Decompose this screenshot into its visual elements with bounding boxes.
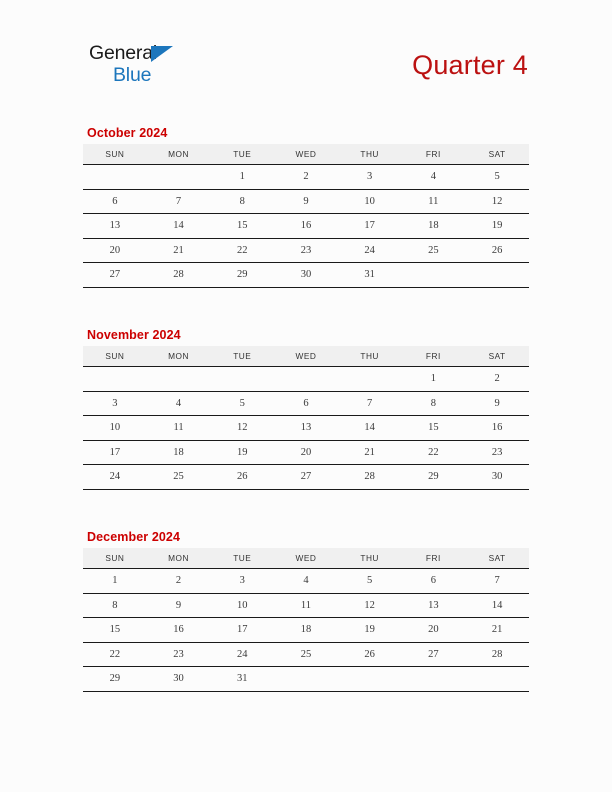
day-cell[interactable]: 10 <box>338 189 402 214</box>
weekday-header-thu: THU <box>338 346 402 367</box>
calendar-table-november <box>83 346 529 490</box>
day-cell[interactable]: 3 <box>338 165 402 190</box>
calendar-week-row <box>83 367 529 392</box>
day-cell[interactable] <box>465 667 529 692</box>
day-cell[interactable]: 25 <box>274 642 338 667</box>
calendar-table-october <box>83 144 529 288</box>
day-cell[interactable] <box>147 165 211 190</box>
day-cell[interactable]: 17 <box>210 618 274 643</box>
weekday-header-sun: SUN <box>83 548 147 569</box>
day-cell[interactable]: 9 <box>147 593 211 618</box>
day-cell[interactable]: 10 <box>83 416 147 441</box>
weekday-header-sat: SAT <box>465 548 529 569</box>
month-title: December 2024 <box>87 530 181 544</box>
day-cell[interactable]: 5 <box>465 165 529 190</box>
day-cell[interactable]: 16 <box>465 416 529 441</box>
page-title: Quarter 4 <box>412 50 528 80</box>
calendar-week-row <box>83 189 529 214</box>
day-cell[interactable]: 8 <box>210 189 274 214</box>
day-cell[interactable]: 20 <box>274 440 338 465</box>
day-cell[interactable]: 17 <box>83 440 147 465</box>
logo-text-general: General <box>89 42 157 64</box>
day-cell[interactable]: 7 <box>338 391 402 416</box>
day-cell[interactable]: 7 <box>147 189 211 214</box>
day-cell[interactable]: 18 <box>147 440 211 465</box>
day-cell[interactable]: 22 <box>210 238 274 263</box>
weekday-header-sun: SUN <box>83 346 147 367</box>
weekday-header-fri: FRI <box>402 346 466 367</box>
day-cell[interactable] <box>147 367 211 392</box>
day-cell[interactable]: 30 <box>274 263 338 288</box>
day-cell[interactable]: 1 <box>402 367 466 392</box>
day-cell[interactable]: 11 <box>402 189 466 214</box>
day-cell[interactable]: 30 <box>147 667 211 692</box>
weekday-header-tue: TUE <box>210 346 274 367</box>
general-blue-logo <box>89 42 209 92</box>
calendar-week-row <box>83 642 529 667</box>
day-cell[interactable]: 13 <box>402 593 466 618</box>
day-cell[interactable]: 25 <box>147 465 211 490</box>
day-cell[interactable]: 20 <box>83 238 147 263</box>
day-cell[interactable]: 10 <box>210 593 274 618</box>
day-cell[interactable]: 14 <box>465 593 529 618</box>
day-cell[interactable]: 27 <box>274 465 338 490</box>
day-cell[interactable]: 25 <box>402 238 466 263</box>
day-cell[interactable]: 8 <box>402 391 466 416</box>
calendar-week-row <box>83 391 529 416</box>
weekday-header-mon: MON <box>147 548 211 569</box>
day-cell[interactable]: 27 <box>402 642 466 667</box>
calendar-week-row <box>83 263 529 288</box>
day-cell[interactable]: 30 <box>465 465 529 490</box>
day-cell[interactable]: 2 <box>465 367 529 392</box>
day-cell[interactable] <box>465 263 529 288</box>
day-cell[interactable]: 3 <box>83 391 147 416</box>
day-cell[interactable]: 2 <box>147 569 211 594</box>
day-cell[interactable] <box>338 667 402 692</box>
day-cell[interactable]: 15 <box>402 416 466 441</box>
day-cell[interactable]: 31 <box>338 263 402 288</box>
day-cell[interactable]: 27 <box>83 263 147 288</box>
day-cell[interactable]: 18 <box>402 214 466 239</box>
day-cell[interactable]: 23 <box>147 642 211 667</box>
calendar-week-row <box>83 465 529 490</box>
day-cell[interactable]: 11 <box>274 593 338 618</box>
day-cell[interactable]: 2 <box>274 165 338 190</box>
day-cell[interactable]: 24 <box>338 238 402 263</box>
day-cell[interactable] <box>402 667 466 692</box>
day-cell[interactable] <box>338 367 402 392</box>
day-cell[interactable]: 24 <box>83 465 147 490</box>
day-cell[interactable]: 16 <box>147 618 211 643</box>
day-cell[interactable]: 14 <box>338 416 402 441</box>
weekday-header-sat: SAT <box>465 144 529 165</box>
day-cell[interactable]: 13 <box>274 416 338 441</box>
blue-triangle-icon <box>151 46 173 62</box>
calendar-week-row <box>83 618 529 643</box>
calendar-week-row <box>83 667 529 692</box>
day-cell[interactable]: 5 <box>210 391 274 416</box>
weekday-header-thu: THU <box>338 144 402 165</box>
day-cell[interactable]: 28 <box>147 263 211 288</box>
month-block-december <box>83 530 529 692</box>
day-cell[interactable]: 29 <box>83 667 147 692</box>
day-cell[interactable]: 4 <box>274 569 338 594</box>
day-cell[interactable]: 22 <box>83 642 147 667</box>
day-cell[interactable]: 21 <box>147 238 211 263</box>
day-cell[interactable]: 11 <box>147 416 211 441</box>
weekday-header-sat: SAT <box>465 346 529 367</box>
day-cell[interactable]: 28 <box>338 465 402 490</box>
page-header <box>0 0 612 118</box>
calendar-table-december <box>83 548 529 692</box>
day-cell[interactable] <box>274 667 338 692</box>
calendar-week-row <box>83 593 529 618</box>
calendar-week-row <box>83 238 529 263</box>
day-cell[interactable]: 19 <box>465 214 529 239</box>
day-cell[interactable]: 6 <box>274 391 338 416</box>
weekday-header-tue: TUE <box>210 144 274 165</box>
calendar-week-row <box>83 214 529 239</box>
day-cell[interactable]: 8 <box>83 593 147 618</box>
weekday-header-fri: FRI <box>402 548 466 569</box>
day-cell[interactable]: 22 <box>402 440 466 465</box>
day-cell[interactable]: 5 <box>338 569 402 594</box>
weekday-header-wed: WED <box>274 144 338 165</box>
day-cell[interactable] <box>402 263 466 288</box>
day-cell[interactable] <box>83 165 147 190</box>
day-cell[interactable]: 15 <box>83 618 147 643</box>
day-cell[interactable]: 19 <box>210 440 274 465</box>
month-title: October 2024 <box>87 126 168 140</box>
day-cell[interactable]: 31 <box>210 667 274 692</box>
day-cell[interactable]: 9 <box>274 189 338 214</box>
calendar-week-row <box>83 440 529 465</box>
weekday-header-row <box>83 144 529 165</box>
day-cell[interactable]: 21 <box>465 618 529 643</box>
day-cell[interactable] <box>274 367 338 392</box>
month-title: November 2024 <box>87 328 181 342</box>
calendar-week-row <box>83 416 529 441</box>
day-cell[interactable]: 19 <box>338 618 402 643</box>
day-cell[interactable]: 26 <box>465 238 529 263</box>
day-cell[interactable]: 23 <box>274 238 338 263</box>
day-cell[interactable]: 29 <box>210 263 274 288</box>
day-cell[interactable] <box>210 367 274 392</box>
day-cell[interactable]: 7 <box>465 569 529 594</box>
day-cell[interactable]: 13 <box>83 214 147 239</box>
day-cell[interactable]: 23 <box>465 440 529 465</box>
weekday-header-tue: TUE <box>210 548 274 569</box>
weekday-header-sun: SUN <box>83 144 147 165</box>
calendar-week-row <box>83 165 529 190</box>
day-cell[interactable]: 6 <box>402 569 466 594</box>
weekday-header-row <box>83 346 529 367</box>
day-cell[interactable]: 12 <box>465 189 529 214</box>
day-cell[interactable]: 24 <box>210 642 274 667</box>
day-cell[interactable]: 4 <box>402 165 466 190</box>
day-cell[interactable]: 28 <box>465 642 529 667</box>
weekday-header-mon: MON <box>147 144 211 165</box>
month-block-november <box>83 328 529 490</box>
day-cell[interactable]: 4 <box>147 391 211 416</box>
day-cell[interactable]: 21 <box>338 440 402 465</box>
day-cell[interactable]: 3 <box>210 569 274 594</box>
logo-text-blue: Blue <box>113 64 152 86</box>
day-cell[interactable] <box>83 367 147 392</box>
day-cell[interactable]: 9 <box>465 391 529 416</box>
day-cell[interactable]: 20 <box>402 618 466 643</box>
day-cell[interactable]: 12 <box>210 416 274 441</box>
day-cell[interactable]: 17 <box>338 214 402 239</box>
day-cell[interactable]: 1 <box>210 165 274 190</box>
day-cell[interactable]: 18 <box>274 618 338 643</box>
day-cell[interactable]: 6 <box>83 189 147 214</box>
day-cell[interactable]: 26 <box>210 465 274 490</box>
day-cell[interactable]: 14 <box>147 214 211 239</box>
day-cell[interactable]: 29 <box>402 465 466 490</box>
weekday-header-wed: WED <box>274 548 338 569</box>
weekday-header-row <box>83 548 529 569</box>
day-cell[interactable]: 16 <box>274 214 338 239</box>
weekday-header-mon: MON <box>147 346 211 367</box>
day-cell[interactable]: 1 <box>83 569 147 594</box>
weekday-header-thu: THU <box>338 548 402 569</box>
calendar-week-row <box>83 569 529 594</box>
weekday-header-wed: WED <box>274 346 338 367</box>
weekday-header-fri: FRI <box>402 144 466 165</box>
month-block-october <box>83 126 529 288</box>
day-cell[interactable]: 26 <box>338 642 402 667</box>
day-cell[interactable]: 12 <box>338 593 402 618</box>
day-cell[interactable]: 15 <box>210 214 274 239</box>
